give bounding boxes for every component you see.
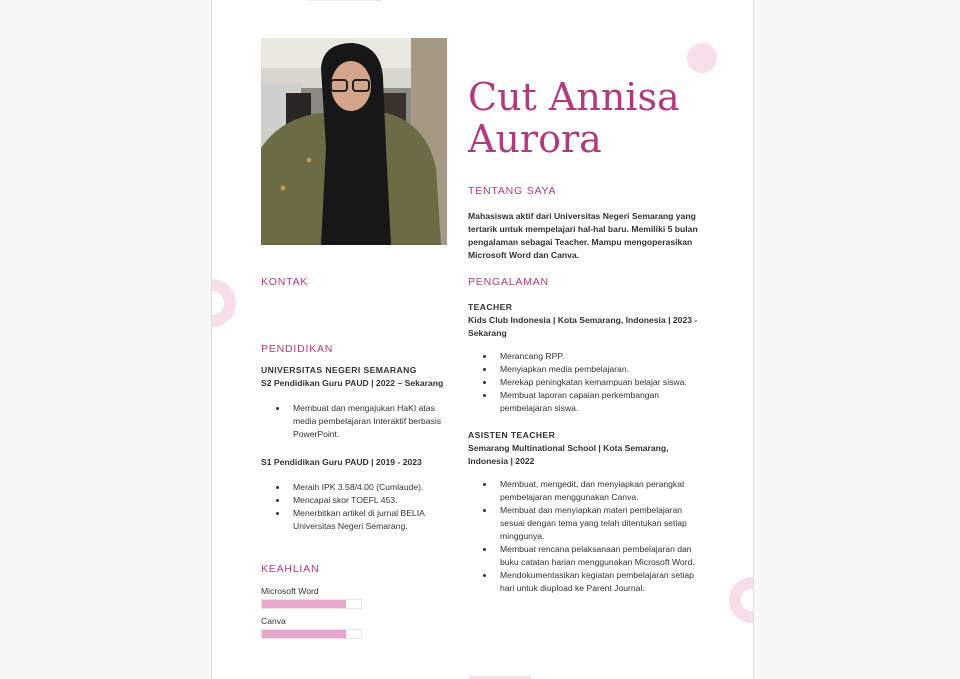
job-subtitle: Kids Club Indonesia | Kota Semarang, Indonesia | 2023 - Sekarang (468, 315, 698, 338)
education-section (261, 364, 451, 533)
contact-heading: KONTAK (261, 276, 309, 288)
list-item: Menyiapkan media pembelajaran. (500, 363, 708, 376)
about-text: Mahasiswa aktif dari Universitas Negeri Semarang yang tertarik untuk mempelajari hal-hal baru. Memiliki 5 bulan pengalaman sebagai Teacher. Mampu mengoperasikan Microsoft Word dan Canva. (468, 211, 698, 260)
skill-bar-fill (262, 600, 346, 608)
job-bullets (468, 350, 708, 415)
list-item: Membuat rencana pelaksanaan pembelajaran dan buku catatan harian menggunakan Microsoft Word. (500, 543, 708, 569)
list-item: Merancang RPP. (500, 350, 708, 363)
decor-ring-left (211, 279, 236, 327)
name-line-1: Cut Annisa (468, 75, 680, 119)
list-item: Membuat dan menyiapkan materi pembelajaran sesuai dengan tema yang telah ditentukan setiap minggunya. (500, 504, 708, 543)
job-bullets (468, 478, 708, 595)
degree-title: S1 Pendidikan Guru PAUD | 2019 - 2023 (261, 457, 422, 467)
job-title: ASISTEN TEACHER (468, 430, 556, 440)
list-item: Mencapai skor TOEFL 453. (293, 494, 451, 507)
list-item: Membuat dan mengajukan HaKI atas media pembelajaran Interaktif berbasis PowerPoint. (293, 402, 451, 441)
profile-photo (261, 38, 447, 245)
education-institution: UNIVERSITAS NEGERI SEMARANG (261, 365, 417, 375)
skill-bar (261, 629, 362, 639)
skills-heading: KEAHLIAN (261, 563, 320, 575)
skill-bar-fill (262, 630, 346, 638)
degree-title: S2 Pendidikan Guru PAUD | 2022 – Sekarang (261, 378, 444, 388)
list-item: Meraih IPK 3.58/4.00 (Cumlaude). (293, 481, 451, 494)
list-item: Menerbitkan artikel di jurnal BELIA Universitas Negeri Semarang. (293, 507, 451, 533)
degree-bullets (261, 481, 451, 533)
decor-circle (687, 43, 717, 73)
job-title: TEACHER (468, 302, 513, 312)
experience-heading: PENGALAMAN (468, 276, 549, 288)
about-heading: TENTANG SAYA (468, 185, 557, 197)
skills-section (261, 585, 381, 645)
candidate-name (468, 76, 728, 160)
list-item: Membuat, mengedit, dan menyiapkan perangkat pembelajaran menggunakan Canva. (500, 478, 708, 504)
list-item: Membuat laporan capaian perkembangan pembelajaran siswa. (500, 389, 708, 415)
profile-photo-icon (261, 38, 447, 245)
job-subtitle: Semarang Multinational School | Kota Semarang, Indonesia | 2022 (468, 443, 669, 466)
education-heading: PENDIDIKAN (261, 343, 334, 355)
page-top-edge (307, 0, 382, 1)
skill-label: Canva (261, 616, 286, 626)
degree-bullets (261, 402, 451, 441)
experience-section (468, 301, 708, 595)
name-line-2: Aurora (468, 117, 602, 161)
skill-bar (261, 599, 362, 609)
resume-page (211, 0, 754, 679)
list-item: Merekap peningkatan kemampuan belajar siswa. (500, 376, 708, 389)
decor-ring-right (729, 577, 754, 623)
list-item: Mendokumentasikan kegiatan pembelajaran setiap hari untuk diupload ke Parent Journal. (500, 569, 708, 595)
skill-label: Microsoft Word (261, 586, 319, 596)
